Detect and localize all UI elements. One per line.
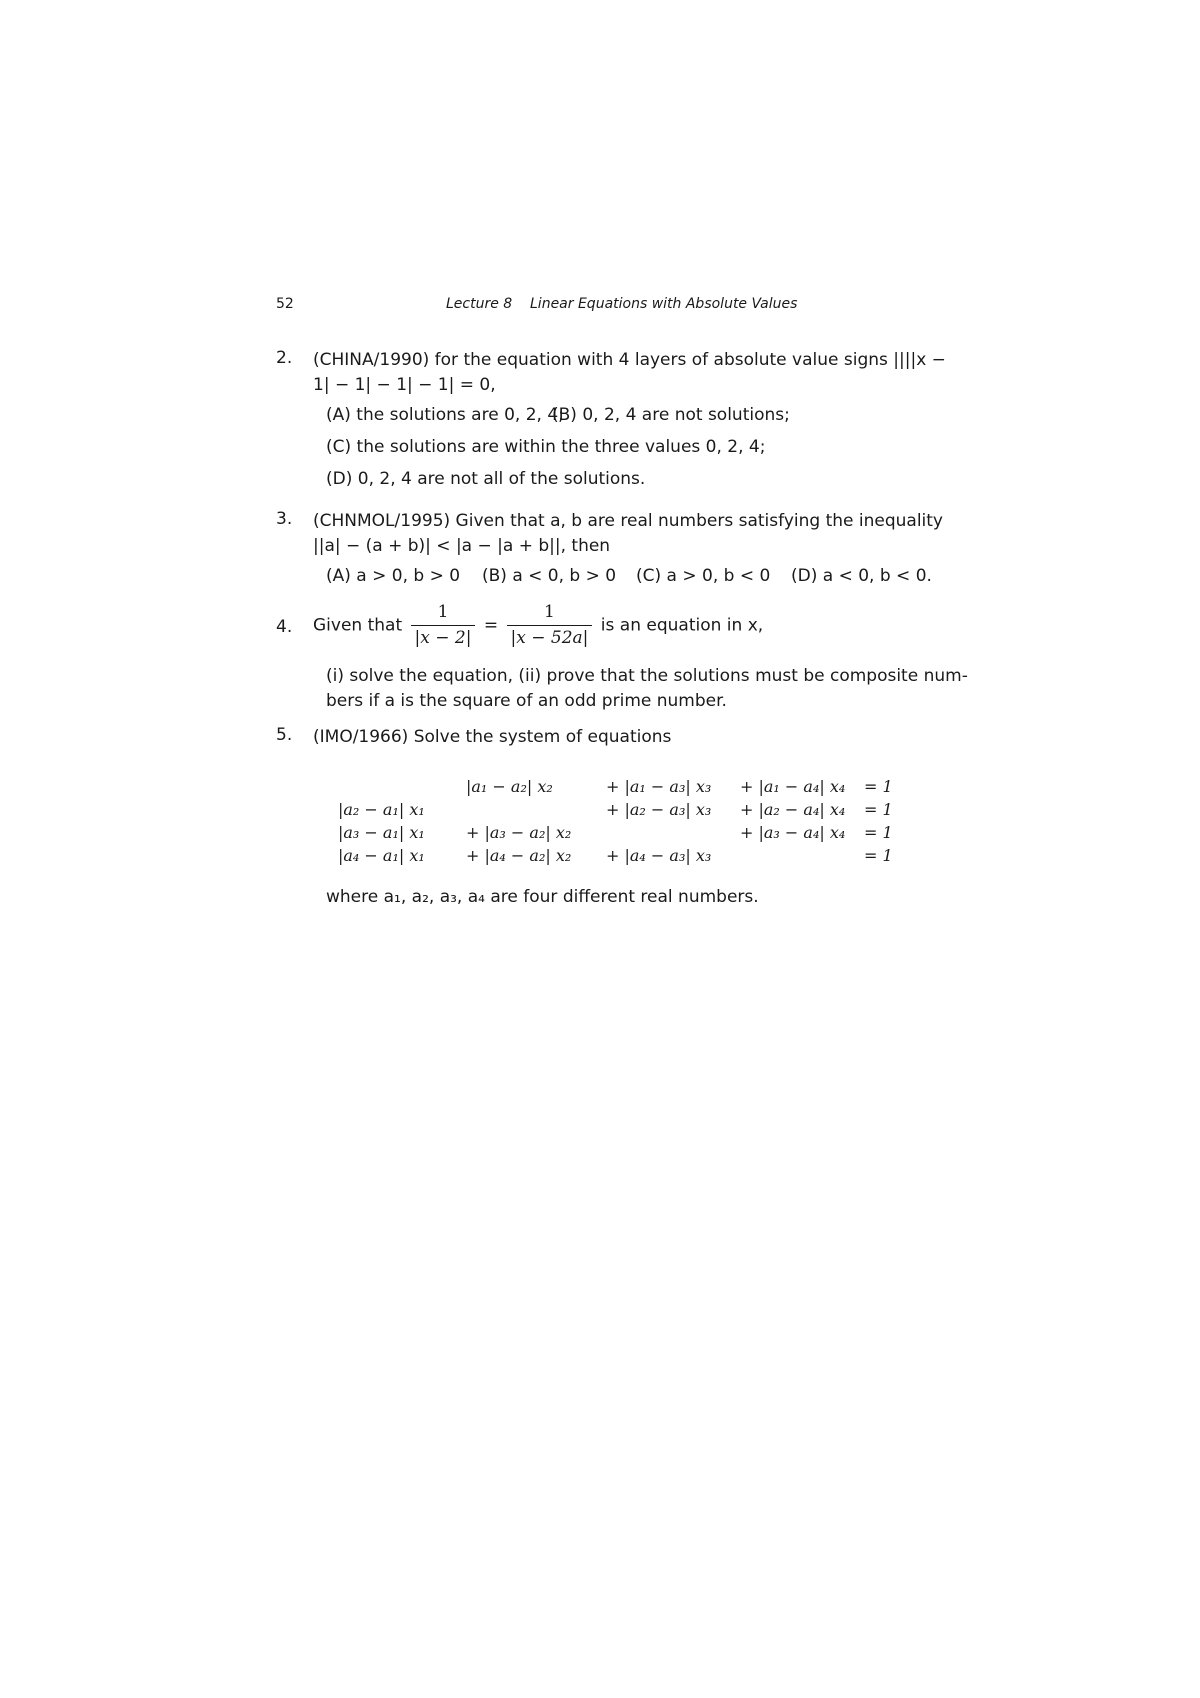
term: + |a₂ − a₃| x₃ (606, 800, 712, 819)
term: + |a₄ − a₃| x₃ (606, 846, 712, 865)
option-a: (A) the solutions are 0, 2, 4; (326, 405, 564, 425)
equation-system (338, 775, 904, 867)
rhs: = 1 (864, 777, 893, 796)
option-b: (B) 0, 2, 4 are not solutions; (552, 405, 790, 425)
problem-stem-line: (CHNMOL/1995) Given that a, b are real numbers satisfying the inequality (313, 511, 943, 531)
term: + |a₄ − a₂| x₂ (466, 846, 572, 865)
fraction-numerator: 1 (544, 602, 555, 622)
option-d: (D) 0, 2, 4 are not all of the solutions. (326, 469, 646, 489)
problem-4 (276, 600, 968, 711)
parts-line: bers if a is the square of an odd prime number. (326, 691, 727, 711)
stem-suffix: is an equation in x, (600, 615, 764, 636)
term: + |a₁ − a₃| x₃ (606, 777, 712, 796)
term: + |a₃ − a₂| x₂ (466, 823, 572, 842)
equals-sign: = (483, 615, 499, 636)
term (338, 775, 466, 798)
stem-prefix: Given that (313, 615, 403, 636)
running-title: Lecture 8 Linear Equations with Absolute Values (446, 296, 798, 312)
problem-3 (276, 509, 943, 599)
system-footer: where a₁, a₂, a₃, a₄ are four different real numbers. (326, 887, 759, 907)
fraction-numerator: 1 (437, 602, 449, 622)
term: |a₂ − a₁| x₁ (338, 800, 425, 819)
equation-row (338, 775, 904, 798)
rhs: = 1 (864, 823, 893, 842)
option-d: (D) a < 0, b < 0. (791, 566, 932, 586)
running-header (276, 296, 936, 320)
problem-stem-line: (IMO/1966) Solve the system of equations (313, 727, 672, 747)
fraction-right (507, 600, 593, 651)
parts-line: (i) solve the equation, (ii) prove that the solutions must be composite num- (326, 666, 968, 686)
term: |a₃ − a₁| x₁ (338, 823, 425, 842)
option-c: (C) a > 0, b < 0 (636, 566, 771, 586)
fraction-left (411, 600, 476, 651)
equation-row (338, 844, 904, 867)
term (740, 844, 864, 867)
problem-stem-line: 1| − 1| − 1| − 1| = 0, (313, 375, 496, 395)
fraction-denominator: |x − 52a| (507, 625, 593, 651)
equation-row (338, 821, 904, 844)
problem-stem-line: ||a| − (a + b)| < |a − |a + b||, then (313, 536, 611, 556)
problem-5 (276, 725, 936, 925)
option-c: (C) the solutions are within the three values 0, 2, 4; (326, 437, 766, 457)
problem-stem (313, 600, 936, 651)
option-a: (A) a > 0, b > 0 (326, 566, 461, 586)
term (606, 821, 740, 844)
problem-number: 3. (276, 509, 293, 529)
rhs: = 1 (864, 846, 893, 865)
problem-stem (313, 725, 936, 750)
term: + |a₂ − a₄| x₄ (740, 800, 846, 819)
rhs: = 1 (864, 800, 893, 819)
problem-2 (276, 348, 946, 498)
term (466, 798, 606, 821)
page-number: 52 (276, 296, 294, 312)
problem-number: 5. (276, 725, 293, 745)
equation-row (338, 798, 904, 821)
problem-body (313, 348, 946, 398)
option-b: (B) a < 0, b > 0 (482, 566, 617, 586)
problem-stem-line: (CHINA/1990) for the equation with 4 layers of absolute value signs ||||x − (313, 350, 946, 370)
term: + |a₁ − a₄| x₄ (740, 777, 846, 796)
problem-number: 4. (276, 617, 293, 637)
problem-number: 2. (276, 348, 293, 368)
term: |a₄ − a₁| x₁ (338, 846, 425, 865)
problem-parts (326, 664, 968, 714)
term: + |a₃ − a₄| x₄ (740, 823, 846, 842)
fraction-denominator: |x − 2| (411, 625, 476, 651)
term: |a₁ − a₂| x₂ (466, 777, 553, 796)
problem-body (313, 509, 943, 559)
